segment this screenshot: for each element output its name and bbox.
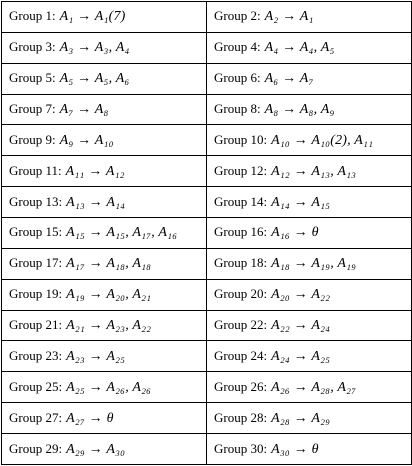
- group-label: Group 6:: [214, 70, 261, 86]
- group-cell: [207, 403, 412, 434]
- group-rule: A₁₇ → A₁₈, A₁₈: [66, 256, 152, 272]
- group-cell: [207, 94, 412, 125]
- group-entry: [214, 132, 411, 149]
- group-label: Group 27:: [9, 409, 63, 425]
- group-entry: [9, 410, 206, 427]
- table-row: [2, 310, 412, 341]
- group-cell: [207, 341, 412, 372]
- group-rule: A₁₄ → A₁₅: [271, 194, 331, 210]
- group-cell: [2, 125, 207, 156]
- group-cell: [2, 248, 207, 279]
- group-rule: A₄ → A₄, A₅: [264, 40, 335, 56]
- group-rule: A₁₅ → A₁₅, A₁₇, A₁₆: [66, 225, 178, 241]
- group-entry: [214, 410, 411, 427]
- table-row: [2, 248, 412, 279]
- group-entry: [214, 379, 411, 396]
- group-rule: A₂₀ → A₂₂: [271, 287, 331, 303]
- group-cell: [207, 63, 412, 94]
- group-cell: [2, 32, 207, 63]
- group-rule: A₂ → A₁: [264, 9, 314, 25]
- group-entry: [214, 255, 411, 272]
- group-rule: A₂₄ → A₂₅: [271, 348, 331, 364]
- group-entry: [9, 255, 206, 272]
- group-label: Group 20:: [214, 286, 268, 302]
- group-entry: [9, 379, 206, 396]
- group-rule: A₂₉ → A₃₀: [66, 441, 126, 457]
- group-cell: [2, 434, 207, 465]
- group-label: Group 11:: [9, 162, 62, 178]
- group-entry: [9, 70, 206, 87]
- group-cell: [2, 310, 207, 341]
- group-label: Group 29:: [9, 440, 63, 456]
- group-label: Group 8:: [214, 101, 261, 116]
- group-rule: A₃ → A₃, A₄: [59, 40, 130, 56]
- group-entry: [214, 194, 411, 211]
- group-entry: [214, 8, 411, 25]
- group-rule: A₁ → A₁(7): [59, 9, 126, 25]
- group-label: Group 18:: [214, 255, 268, 271]
- group-entry: [9, 194, 206, 211]
- table-row: [2, 156, 412, 187]
- group-label: Group 14:: [214, 193, 268, 209]
- group-label: Group 9:: [9, 131, 56, 147]
- table-row: [2, 434, 412, 465]
- group-rule: A₂₈ → A₂₉: [271, 410, 331, 426]
- table-row: [2, 372, 412, 403]
- group-rule: A₂₁ → A₂₃, A₂₂: [66, 318, 152, 334]
- group-rules-body: [2, 2, 412, 465]
- table-row: [2, 279, 412, 310]
- group-label: Group 15:: [9, 224, 63, 240]
- table-row: [2, 32, 412, 63]
- group-rule: A₆ → A₇: [264, 71, 314, 87]
- group-label: Group 26:: [214, 378, 268, 394]
- group-cell: [207, 2, 412, 33]
- group-rule: A₉ → A₁₀: [59, 132, 114, 148]
- group-cell: [2, 94, 207, 125]
- group-entry: [9, 348, 206, 365]
- group-label: Group 5:: [9, 70, 56, 86]
- group-cell: [2, 2, 207, 33]
- group-rule: A₁₆ → θ: [271, 225, 319, 241]
- table-row: [2, 2, 412, 33]
- group-rule: A₂₆ → A₂₈, A₂₇: [271, 379, 357, 395]
- group-rule: A₈ → A₈, A₉: [264, 102, 335, 117]
- table-row: [2, 341, 412, 372]
- group-entry: [9, 163, 206, 180]
- group-cell: [207, 187, 412, 218]
- group-rule: A₁₂ → A₁₃, A₁₃: [271, 163, 357, 179]
- group-rule: A₂₅ → A₂₆, A₂₆: [66, 379, 152, 395]
- group-entry: [9, 286, 206, 303]
- group-rule: A₂₃ → A₂₅: [66, 348, 126, 364]
- group-entry: [214, 163, 411, 180]
- group-label: Group 19:: [9, 286, 63, 302]
- group-rule: A₃₀ → θ: [271, 441, 319, 457]
- group-entry: [9, 132, 206, 149]
- group-cell: [207, 310, 412, 341]
- group-rule: A₁₈ → A₁₉, A₁₉: [271, 256, 357, 272]
- group-label: Group 22:: [214, 317, 268, 333]
- group-rule: A₅ → A₅, A₆: [59, 71, 130, 87]
- group-rule: A₁₉ → A₂₀, A₂₁: [66, 287, 152, 303]
- group-label: Group 30:: [214, 440, 268, 456]
- group-rules-table: [1, 1, 412, 465]
- group-entry: [9, 224, 206, 241]
- group-rule: A₁₁ → A₁₂: [65, 163, 125, 179]
- group-label: Group 28:: [214, 409, 268, 425]
- group-cell: [207, 156, 412, 187]
- group-label: Group 13:: [9, 193, 63, 209]
- group-entry: [9, 441, 206, 458]
- group-cell: [207, 218, 412, 249]
- group-entry: [9, 101, 206, 118]
- group-label: Group 17:: [9, 255, 63, 271]
- table-row: [2, 187, 412, 218]
- group-label: Group 24:: [214, 347, 268, 363]
- group-label: Group 25:: [9, 378, 63, 394]
- group-label: Group 10:: [214, 131, 268, 147]
- group-label: Group 4:: [214, 39, 261, 55]
- group-cell: [2, 341, 207, 372]
- group-entry: [214, 101, 411, 118]
- group-cell: [2, 372, 207, 403]
- group-label: Group 23:: [9, 347, 63, 363]
- group-entry: [214, 39, 411, 56]
- group-cell: [207, 279, 412, 310]
- table-row: [2, 63, 412, 94]
- group-cell: [207, 248, 412, 279]
- group-entry: [214, 286, 411, 303]
- table-row: [2, 403, 412, 434]
- group-cell: [207, 32, 412, 63]
- group-rule: A₁₀ → A₁₀(2), A₁₁: [271, 132, 374, 148]
- group-label: Group 16:: [214, 224, 268, 240]
- group-label: Group 2:: [214, 8, 261, 24]
- group-rule: A₇ → A₈: [59, 102, 109, 117]
- group-label: Group 7:: [9, 101, 56, 116]
- group-entry: [214, 224, 411, 241]
- group-entry: [214, 441, 411, 458]
- group-entry: [214, 348, 411, 365]
- group-label: Group 12:: [214, 162, 268, 178]
- group-cell: [207, 372, 412, 403]
- group-rule: A₂₂ → A₂₄: [271, 318, 331, 334]
- table-row: [2, 94, 412, 125]
- group-entry: [9, 317, 206, 334]
- group-rule: A₂₇ → θ: [66, 410, 114, 426]
- group-cell: [2, 218, 207, 249]
- group-cell: [2, 156, 207, 187]
- table-row: [2, 125, 412, 156]
- table-row: [2, 218, 412, 249]
- group-label: Group 21:: [9, 317, 63, 333]
- group-cell: [207, 434, 412, 465]
- group-cell: [2, 279, 207, 310]
- group-entry: [214, 317, 411, 334]
- group-cell: [2, 403, 207, 434]
- group-cell: [2, 187, 207, 218]
- group-label: Group 3:: [9, 39, 56, 55]
- group-entry: [9, 8, 206, 25]
- group-entry: [214, 70, 411, 87]
- group-entry: [9, 39, 206, 56]
- group-label: Group 1:: [9, 8, 56, 24]
- group-cell: [2, 63, 207, 94]
- group-cell: [207, 125, 412, 156]
- group-rule: A₁₃ → A₁₄: [66, 194, 126, 210]
